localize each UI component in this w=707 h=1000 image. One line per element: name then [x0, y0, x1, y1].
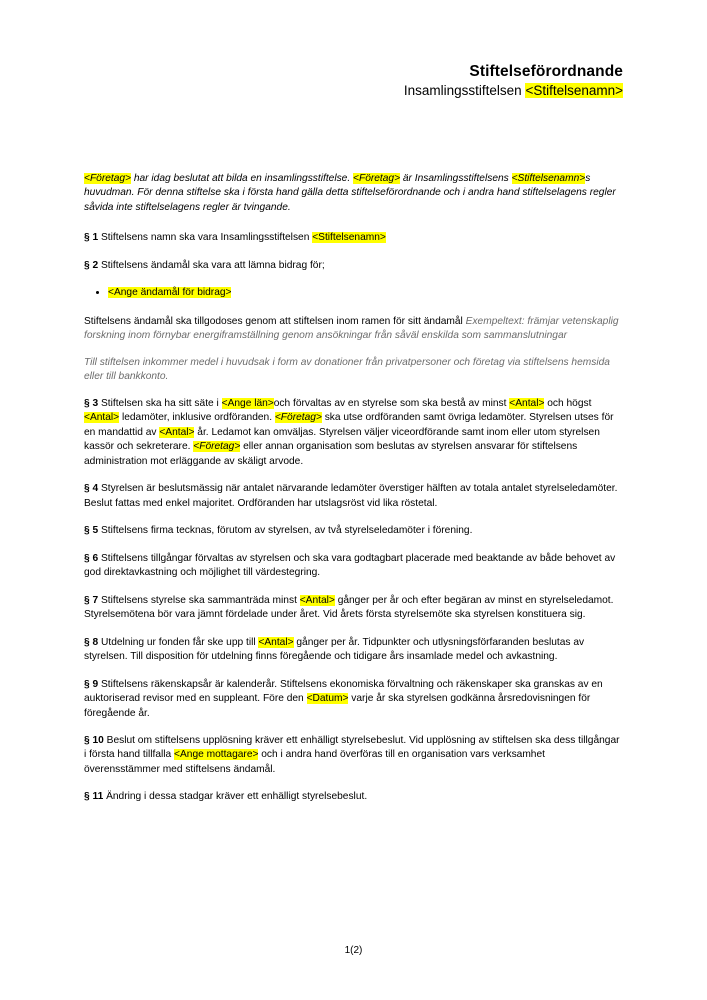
- section-2-number: § 2: [84, 259, 99, 271]
- section-6: [84, 552, 623, 581]
- section-4-text: Styrelsen är beslutsmässig när antalet närvarande ledamöter överstiger hälften av totala antalet styrelseledamöter. Beslut fattas med enkel majoritet. Ordföranden har utslagsröst vid lika röstetal.: [84, 483, 618, 509]
- placeholder-company-4: <Företag>: [193, 441, 241, 453]
- section-3: [84, 397, 623, 469]
- intro-text-1: har idag beslutat att bilda en insamlingsstiftelse.: [131, 172, 354, 184]
- placeholder-date: <Datum>: [306, 693, 349, 705]
- purpose-list: [84, 286, 623, 300]
- section-1-text: Stiftelsens namn ska vara Insamlingsstiftelsen: [98, 232, 313, 244]
- section-3-text-2: och förvaltas av en styrelse som ska bestå av minst: [273, 397, 510, 409]
- intro-text-2: är Insamlingsstiftelsens: [400, 172, 512, 184]
- section-7: [84, 594, 623, 623]
- placeholder-purpose: <Ange ändamål för bidrag>: [108, 287, 232, 299]
- section-8: [84, 636, 623, 665]
- placeholder-company: <Företag>: [84, 172, 132, 184]
- section-11-text: Ändring i dessa stadgar kräver ett enhälligt styrelsebeslut.: [103, 791, 368, 803]
- section-5: [84, 524, 623, 538]
- subtitle-placeholder: <Stiftelsenamn>: [525, 83, 623, 99]
- section-10: [84, 734, 623, 777]
- placeholder-term-years: <Antal>: [159, 426, 195, 438]
- placeholder-payout-count: <Antal>: [258, 636, 294, 648]
- purpose-example-text: Exempeltext: främjar vetenskaplig forskning inom förnybar energiframställning genom ansökningar från såväl enskilda som sammanslutningar: [84, 315, 619, 342]
- section-10-text-2: och i andra hand överföras till en organisation vars verksamhet överensstämmer med stiftelsens ändamål.: [84, 749, 545, 775]
- placeholder-count-min: <Antal>: [509, 397, 545, 409]
- section-5-number: § 5: [84, 525, 99, 537]
- section-2-text: Stiftelsens ändamål ska vara att lämna bidrag för;: [98, 259, 325, 271]
- document-header: [84, 62, 623, 100]
- section-1-number: § 1: [84, 232, 99, 244]
- section-8-text-2: gånger per år. Tidpunkter och utlysningsförfaranden beslutas av styrelsen. Till disposition för utdelning finns föregående och tidigare års insamlade medel och avkastning.: [84, 636, 585, 663]
- section-5-text: Stiftelsens firma tecknas, förutom av styrelsen, av två styrelseledamöter i förening.: [98, 525, 473, 537]
- subtitle-prefix: Insamlingsstiftelsen: [403, 83, 526, 99]
- section-11: [84, 790, 623, 804]
- section-3-text-6: år. Ledamot kan omväljas. Styrelsen väljer viceordförande samt inom eller utom styrelsen kassör och sekreterare.: [84, 426, 600, 453]
- section-10-text-1: Beslut om stiftelsens upplösning kräver ett enhälligt styrelsebeslut. Vid upplösning av stiftelsen ska dess tillgångar i första hand tillfalla: [84, 735, 620, 761]
- document-body: [84, 172, 623, 805]
- intro-paragraph: [84, 172, 623, 215]
- placeholder-foundation-name-2: <Stiftelsenamn>: [312, 232, 386, 244]
- section-3-text-5: ska utse ordföranden samt övriga ledamöter. Styrelsen utses för en mandattid av: [84, 412, 614, 438]
- section-3-text-1: Stiftelsen ska ha sitt säte i: [98, 397, 222, 409]
- section-7-text-1: Stiftelsens styrelse ska sammanträda minst: [98, 594, 300, 606]
- section-3-text-4: ledamöter, inklusive ordföranden.: [119, 412, 275, 424]
- section-8-number: § 8: [84, 636, 99, 648]
- section-3-number: § 3: [84, 397, 99, 409]
- section-7-text-2: gånger per år och efter begäran av minst en styrelseledamot. Styrelsemötena bör vara jämnt fördelade under året. Vid årets första styrelsemöte ska styrelsen konstituera sig.: [84, 594, 614, 621]
- section-10-number: § 10: [84, 735, 104, 746]
- page-subtitle: [84, 82, 623, 100]
- placeholder-count-max: <Antal>: [84, 412, 120, 424]
- section-9-text-1: Stiftelsens räkenskapsår är kalenderår. Stiftelsens ekonomiska förvaltning och räkenskaper ska granskas av en auktoriserad revisor med en suppleant. Före den: [84, 678, 603, 705]
- placeholder-meetings-count: <Antal>: [299, 594, 335, 606]
- placeholder-foundation-name: <Stiftelsenamn>: [511, 172, 586, 184]
- section-4: [84, 482, 623, 511]
- section-1: [84, 231, 623, 245]
- section-6-text: Stiftelsens tillgångar förvaltas av styrelsen och ska vara godtagbart placerade med beaktande av både behovet av god direktavkastning och möjlighet till värdestegring.: [84, 552, 616, 579]
- section-7-number: § 7: [84, 594, 99, 606]
- placeholder-company-3: <Företag>: [274, 412, 322, 424]
- section-9-text-2: varje år ska styrelsen godkänna årsredovisningen för föregående år.: [84, 693, 591, 719]
- page-title: Stiftelseförordnande: [469, 63, 623, 80]
- funding-paragraph: Till stiftelsen inkommer medel i huvudsak i form av donationer från privatpersoner och företag via stiftelsens hemsida eller till bankkonto.: [84, 356, 610, 383]
- section-11-number: § 11: [84, 791, 104, 803]
- section-4-number: § 4: [84, 483, 99, 495]
- placeholder-company-2: <Företag>: [353, 172, 401, 184]
- section-6-number: § 6: [84, 552, 99, 564]
- section-9: [84, 678, 623, 721]
- section-9-number: § 9: [84, 678, 99, 690]
- page-footer: 1(2): [344, 945, 363, 956]
- list-item: [108, 286, 623, 300]
- placeholder-county: <Ange län>: [221, 397, 274, 409]
- purpose-paragraph: [84, 315, 623, 344]
- section-3-text-7: eller annan organisation som beslutas av styrelsen ansvarar för stiftelsens administration mot erläggande av skäligt arvode.: [84, 441, 578, 467]
- section-2: [84, 259, 623, 273]
- section-3-text-3: och högst: [544, 397, 592, 409]
- placeholder-recipient: <Ange mottagare>: [174, 749, 259, 761]
- section-8-text-1: Utdelning ur fonden får ske upp till: [98, 636, 259, 648]
- purpose-text: Stiftelsens ändamål ska tillgodoses genom att stiftelsen inom ramen för sitt ändamål: [84, 315, 466, 327]
- intro-text-3: s huvudman. För denna stiftelse ska i första hand gälla detta stiftelseförordnande och i andra hand stiftelselagens regler såvida inte stiftelselagens regler är tvingande.: [84, 172, 616, 213]
